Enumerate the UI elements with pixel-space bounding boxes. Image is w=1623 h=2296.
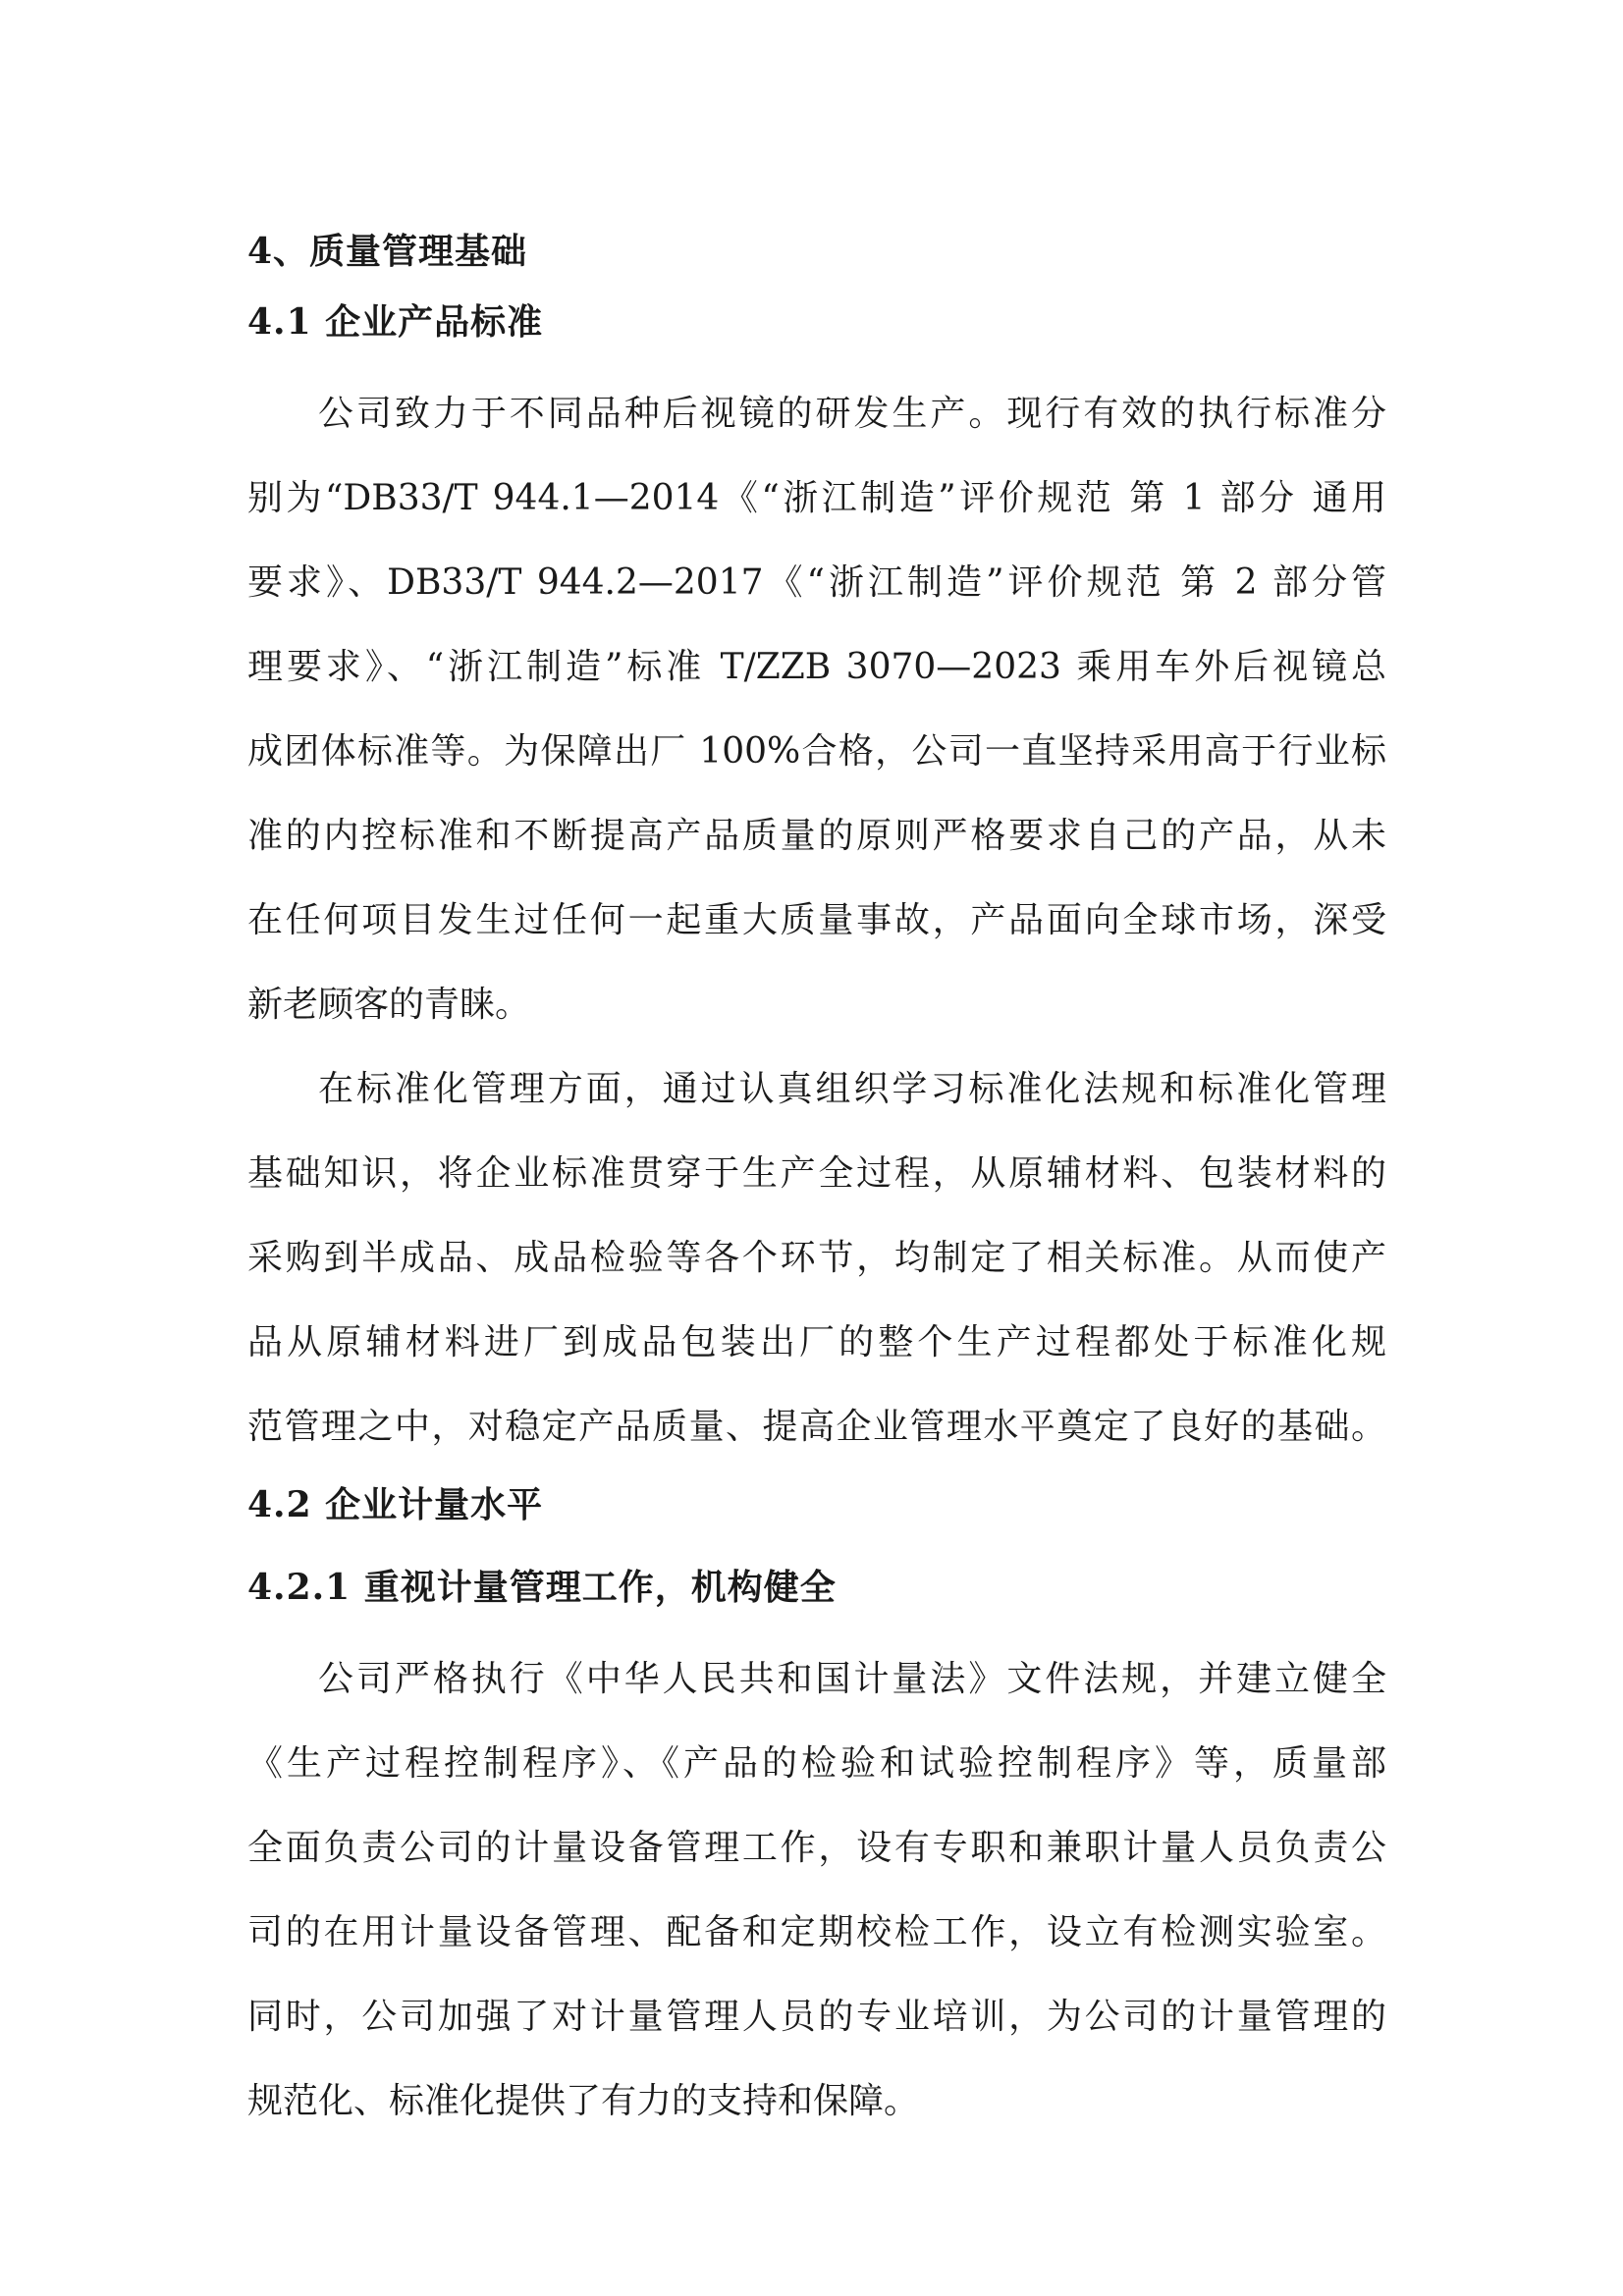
paragraph-line: 公司严格执行《中华人民共和国计量法》文件法规，并建立健全 xyxy=(318,1659,1386,1699)
paragraph-line: 新老顾客的青睐。 xyxy=(247,985,531,1025)
paragraph-line: 《生产过程控制程序》、《产品的检验和试验控制程序》等，质量部 xyxy=(247,1743,1386,1784)
paragraph-line: 成团体标准等。为保障出厂 100%合格，公司一直坚持采用高于行业标 xyxy=(247,731,1386,772)
paragraph-line: 全面负责公司的计量设备管理工作，设有专职和兼职计量人员负责公 xyxy=(247,1828,1386,1868)
paragraph-line: 准的内控标准和不断提高产品质量的原则严格要求自己的产品，从未 xyxy=(247,816,1386,856)
paragraph-line: 司的在用计量设备管理、配备和定期校检工作，设立有检测实验室。 xyxy=(247,1912,1386,1952)
paragraph-line: 同时，公司加强了对计量管理人员的专业培训，为公司的计量管理的 xyxy=(247,1997,1386,2037)
paragraph-line: 规范化、标准化提供了有力的支持和保障。 xyxy=(247,2081,920,2121)
paragraph-line: 要求》、DB33/T 944.2—2017《“浙江制造”评价规范 第 2 部分管 xyxy=(247,562,1386,603)
paragraph-line: 范管理之中，对稳定产品质量、提高企业管理水平奠定了良好的基础。 xyxy=(247,1407,1386,1447)
section-heading-4: 4、质量管理基础 xyxy=(247,231,528,272)
paragraph-line: 在标准化管理方面，通过认真组织学习标准化法规和标准化管理 xyxy=(318,1069,1386,1109)
section-heading-4-2-1: 4.2.1 重视计量管理工作，机构健全 xyxy=(247,1567,837,1608)
paragraph-line: 别为“DB33/T 944.1—2014《“浙江制造”评价规范 第 1 部分 通用 xyxy=(247,478,1386,518)
paragraph-line: 采购到半成品、成品检验等各个环节，均制定了相关标准。从而使产 xyxy=(247,1238,1386,1278)
paragraph-line: 品从原辅材料进厂到成品包装出厂的整个生产过程都处于标准化规 xyxy=(247,1322,1386,1362)
section-heading-4-2: 4.2 企业计量水平 xyxy=(247,1484,544,1525)
paragraph-line: 基础知识，将企业标准贯穿于生产全过程，从原辅材料、包装材料的 xyxy=(247,1153,1386,1194)
paragraph-line: 公司致力于不同品种后视镜的研发生产。现行有效的执行标准分 xyxy=(318,394,1386,434)
paragraph-line: 理要求》、“浙江制造”标准 T/ZZB 3070—2023 乘用车外后视镜总 xyxy=(247,647,1386,687)
paragraph-line: 在任何项目发生过任何一起重大质量事故，产品面向全球市场，深受 xyxy=(247,900,1386,940)
section-heading-4-1: 4.1 企业产品标准 xyxy=(247,301,544,343)
